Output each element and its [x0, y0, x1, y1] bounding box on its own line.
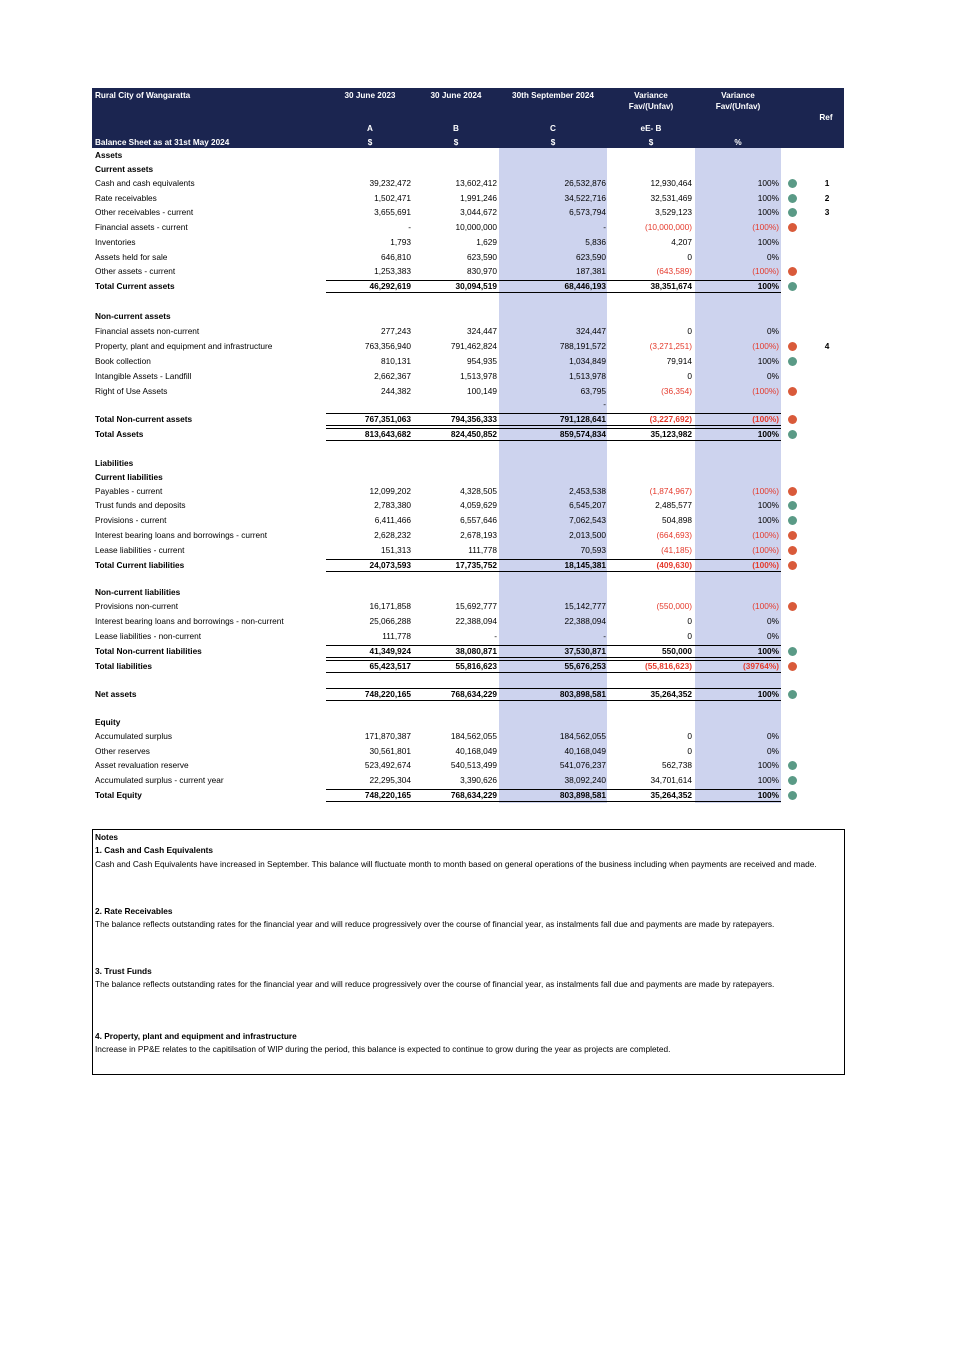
- row-label: Rate receivables: [95, 193, 157, 203]
- cell-pct: 100%: [757, 515, 779, 525]
- note-title: 3. Trust Funds: [95, 966, 152, 976]
- cell-c: 324,447: [576, 326, 606, 336]
- cell-b: 15,692,777: [455, 601, 497, 611]
- cell-pct: (100%): [752, 266, 779, 276]
- cell-pct: (100%): [752, 414, 779, 424]
- total-rule: [326, 645, 781, 646]
- cell-var: 0: [687, 252, 692, 262]
- total-rule: [326, 688, 781, 689]
- note-ref: 3: [824, 207, 830, 217]
- col-a-unit: $: [367, 138, 373, 147]
- cell-c: -: [603, 631, 606, 641]
- total-rule: [326, 700, 781, 701]
- cell-b: 824,450,852: [450, 429, 497, 439]
- row-label: Total Non-current assets: [95, 414, 193, 424]
- cell-b: 17,735,752: [455, 560, 497, 570]
- cell-b: 55,816,623: [455, 661, 497, 671]
- cell-pct: 0%: [767, 371, 779, 381]
- cell-pct: (100%): [752, 545, 779, 555]
- row-label: Intangible Assets - Landfill: [95, 371, 192, 381]
- cell-b: 1,991,246: [460, 193, 497, 203]
- cell-pct: 100%: [757, 790, 779, 800]
- cell-c: 623,590: [576, 252, 606, 262]
- col-b-letter: B: [453, 124, 459, 133]
- cell-c: 1,034,849: [569, 356, 606, 366]
- cell-pct: 100%: [757, 193, 779, 203]
- cell-c: 7,062,543: [569, 515, 606, 525]
- status-dot-green: [788, 516, 797, 525]
- status-dot-green: [788, 430, 797, 439]
- cell-var: 35,264,352: [650, 689, 692, 699]
- cell-b: 40,168,049: [455, 746, 497, 756]
- cell-c: -: [603, 222, 606, 232]
- row-label: Assets held for sale: [95, 252, 168, 262]
- cell-pct: 100%: [757, 500, 779, 510]
- row-label: Equity: [95, 717, 121, 727]
- cell-pct: (100%): [752, 560, 779, 570]
- cell-b: 623,590: [467, 252, 497, 262]
- col-c-unit: $: [550, 138, 556, 147]
- row-label: Payables - current: [95, 486, 163, 496]
- total-rule: [326, 559, 781, 560]
- cell-a: 763,356,940: [364, 341, 411, 351]
- cell-b: 768,634,229: [450, 790, 497, 800]
- cell-a: 1,253,383: [374, 266, 411, 276]
- cell-c: 2,013,500: [569, 530, 606, 540]
- row-label: Interest bearing loans and borrowings - current: [95, 530, 268, 540]
- row-label: Other assets - current: [95, 266, 176, 276]
- cell-var: 0: [687, 326, 692, 336]
- cell-var: (3,271,251): [649, 341, 692, 351]
- status-dot-red: [788, 531, 797, 540]
- col-var-unit: $: [648, 138, 654, 147]
- row-label: Financial assets non-current: [95, 326, 200, 336]
- row-label: Total Current assets: [95, 281, 175, 291]
- cell-pct: (100%): [752, 486, 779, 496]
- col-c-title: 30th September 2024: [512, 91, 594, 100]
- cell-var: (664,693): [656, 530, 692, 540]
- row-label: Accumulated surplus: [95, 731, 173, 741]
- cell-b: 324,447: [467, 326, 497, 336]
- status-dot-green: [788, 776, 797, 785]
- cell-var: 38,351,674: [650, 281, 692, 291]
- total-rule: [326, 571, 781, 572]
- cell-b: 22,388,094: [455, 616, 497, 626]
- cell-var: 12,930,464: [650, 178, 692, 188]
- row-label: Net assets: [95, 689, 137, 699]
- row-label: Non-current liabilities: [95, 587, 181, 597]
- row-label: Inventories: [95, 237, 136, 247]
- cell-b: 4,328,505: [460, 486, 497, 496]
- cell-b: 768,634,229: [450, 689, 497, 699]
- total-rule: [326, 280, 781, 281]
- cell-b: 540,513,499: [450, 760, 497, 770]
- row-label: Total Equity: [95, 790, 142, 800]
- col-var-title-2: Fav/(Unfav): [628, 102, 674, 111]
- row-label: Assets: [95, 150, 123, 160]
- cell-pct: 100%: [757, 689, 779, 699]
- row-label: Total Non-current liabilities: [95, 646, 202, 656]
- cell-a: 25,066,288: [369, 616, 411, 626]
- status-dot-red: [788, 415, 797, 424]
- cell-a: 748,220,165: [364, 689, 411, 699]
- cell-a: 646,810: [381, 252, 411, 262]
- cell-b: 4,059,629: [460, 500, 497, 510]
- total-rule: [326, 660, 781, 661]
- status-dot-red: [788, 546, 797, 555]
- col-pct-title-1: Variance: [721, 91, 755, 100]
- status-dot-red: [788, 267, 797, 276]
- row-label: Lease liabilities - current: [95, 545, 185, 555]
- cell-b: 30,094,519: [455, 281, 497, 291]
- cell-b: 184,562,055: [450, 731, 497, 741]
- row-label: Total Assets: [95, 429, 144, 439]
- cell-var: 34,701,614: [650, 775, 692, 785]
- cell-var: (10,000,000): [644, 222, 692, 232]
- cell-c: 788,191,572: [559, 341, 606, 351]
- cell-var: 4,207: [671, 237, 692, 247]
- cell-var: 35,264,352: [650, 790, 692, 800]
- row-label: Provisions - current: [95, 515, 167, 525]
- cell-b: -: [494, 631, 497, 641]
- cell-pct: 100%: [757, 646, 779, 656]
- total-rule: [326, 292, 781, 293]
- cell-a: 2,628,232: [374, 530, 411, 540]
- cell-a: 1,793: [390, 237, 411, 247]
- cell-var: 2,485,577: [655, 500, 692, 510]
- status-dot-green: [788, 179, 797, 188]
- row-label: Property, plant and equipment and infrastructure: [95, 341, 273, 351]
- status-dot-green: [788, 501, 797, 510]
- note-body: Increase in PP&E relates to the capitilsation of WIP during the period, this balance is expected to continue to grow during the year as projects are completed.: [95, 1044, 671, 1054]
- cell-var: 32,531,469: [650, 193, 692, 203]
- col-pct-unit: %: [734, 138, 742, 147]
- total-rule: [326, 440, 781, 441]
- cell-b: 38,080,871: [455, 646, 497, 656]
- total-rule: [326, 801, 781, 802]
- row-label: Current liabilities: [95, 472, 163, 482]
- cell-b: 10,000,000: [455, 222, 497, 232]
- cell-c: 22,388,094: [564, 616, 606, 626]
- total-rule: [326, 789, 781, 790]
- cell-c: 70,593: [580, 545, 606, 555]
- cell-pct: 100%: [757, 207, 779, 217]
- cell-b: 3,044,672: [460, 207, 497, 217]
- cell-pct: 0%: [767, 326, 779, 336]
- cell-pct: 0%: [767, 631, 779, 641]
- status-dot-green: [788, 208, 797, 217]
- cell-c: 5,836: [585, 237, 606, 247]
- cell-var: (409,630): [656, 560, 692, 570]
- note-body: The balance reflects outstanding rates for the financial year and will reduce progressively over the course of financial year, as instalments fall due and payments are made by ratepayers.: [95, 919, 775, 929]
- row-label: Trust funds and deposits: [95, 500, 186, 510]
- cell-var: 0: [687, 746, 692, 756]
- cell-b: 111,778: [468, 545, 497, 555]
- cell-a: 16,171,858: [369, 601, 411, 611]
- cell-var: 0: [687, 616, 692, 626]
- note-ref: 4: [824, 341, 830, 351]
- cell-a: 151,313: [381, 545, 411, 555]
- cell-pct: 100%: [757, 178, 779, 188]
- cell-c: -: [603, 399, 606, 409]
- cell-var: (643,589): [656, 266, 692, 276]
- total-rule: [326, 672, 781, 673]
- col-var-title-1: Variance: [634, 91, 668, 100]
- cell-pct: (100%): [752, 341, 779, 351]
- status-dot-green: [788, 690, 797, 699]
- row-label: Non-current assets: [95, 311, 171, 321]
- row-label: Accumulated surplus - current year: [95, 775, 224, 785]
- cell-c: 859,574,834: [559, 429, 606, 439]
- cell-b: 6,557,646: [460, 515, 497, 525]
- row-label: Right of Use Assets: [95, 386, 168, 396]
- entity-name: Rural City of Wangaratta: [95, 91, 191, 100]
- row-label: Provisions non-current: [95, 601, 179, 611]
- total-rule: [326, 425, 781, 426]
- cell-var: (3,227,692): [649, 414, 692, 424]
- cell-a: 748,220,165: [364, 790, 411, 800]
- status-dot-red: [788, 487, 797, 496]
- cell-b: 791,462,824: [450, 341, 497, 351]
- status-dot-red: [788, 342, 797, 351]
- row-label: Other reserves: [95, 746, 150, 756]
- cell-a: 12,099,202: [369, 486, 411, 496]
- col-var-letter: eE- B: [640, 124, 662, 133]
- cell-pct: (100%): [752, 222, 779, 232]
- cell-pct: (100%): [752, 601, 779, 611]
- cell-var: (36,354): [661, 386, 692, 396]
- cell-c: 184,562,055: [559, 731, 606, 741]
- cell-a: 46,292,619: [369, 281, 411, 291]
- ref-title: Ref: [819, 113, 833, 122]
- cell-var: 3,529,123: [655, 207, 692, 217]
- cell-a: 30,561,801: [369, 746, 411, 756]
- cell-a: 111,778: [382, 631, 411, 641]
- cell-pct: (100%): [752, 530, 779, 540]
- cell-c: 15,142,777: [564, 601, 606, 611]
- cell-pct: 0%: [767, 616, 779, 626]
- cell-a: 767,351,063: [364, 414, 411, 424]
- cell-b: 954,935: [467, 356, 497, 366]
- cell-b: 794,356,333: [450, 414, 497, 424]
- cell-var: (55,816,623): [644, 661, 692, 671]
- cell-a: 3,655,691: [374, 207, 411, 217]
- note-body: The balance reflects outstanding rates for the financial year and will reduce progressively over the course of financial year, as instalments fall due and payments are made by ratepayers.: [95, 979, 775, 989]
- cell-var: (1,874,967): [649, 486, 692, 496]
- cell-c: 26,532,876: [564, 178, 606, 188]
- cell-c: 6,573,794: [569, 207, 606, 217]
- cell-a: 2,662,367: [374, 371, 411, 381]
- cell-pct: 100%: [757, 237, 779, 247]
- cell-a: 6,411,466: [374, 515, 411, 525]
- cell-a: 2,783,380: [374, 500, 411, 510]
- note-title: 4. Property, plant and equipment and infrastructure: [95, 1031, 297, 1041]
- notes-heading: Notes: [95, 832, 119, 842]
- cell-pct: 0%: [767, 252, 779, 262]
- status-dot-red: [788, 387, 797, 396]
- note-body: Cash and Cash Equivalents have increased in September. This balance will fluctuate month to month based on general operations of the business including when payments are received and made.: [95, 859, 817, 869]
- row-label: Other receivables - current: [95, 207, 194, 217]
- cell-c: 1,513,978: [569, 371, 606, 381]
- cell-var: 79,914: [666, 356, 692, 366]
- cell-a: 65,423,517: [369, 661, 411, 671]
- cell-b: 1,629: [476, 237, 497, 247]
- status-dot-red: [788, 223, 797, 232]
- cell-c: 68,446,193: [564, 281, 606, 291]
- col-pct-title-2: Fav/(Unfav): [715, 102, 761, 111]
- cell-pct: 0%: [767, 746, 779, 756]
- cell-b: 13,602,412: [455, 178, 497, 188]
- status-dot-green: [788, 647, 797, 656]
- cell-a: 810,131: [381, 356, 411, 366]
- status-dot-red: [788, 561, 797, 570]
- cell-a: 39,232,472: [369, 178, 411, 188]
- cell-b: 830,970: [467, 266, 497, 276]
- total-rule: [326, 657, 781, 658]
- cell-b: 2,678,193: [460, 530, 497, 540]
- cell-a: 277,243: [381, 326, 411, 336]
- cell-c: 63,795: [580, 386, 606, 396]
- cell-a: 22,295,304: [369, 775, 411, 785]
- cell-var: 550,000: [662, 646, 692, 656]
- col-a-letter: A: [367, 124, 373, 133]
- cell-pct: (100%): [752, 386, 779, 396]
- row-label: Financial assets - current: [95, 222, 188, 232]
- status-dot-red: [788, 602, 797, 611]
- cell-b: 100,149: [467, 386, 497, 396]
- row-label: Book collection: [95, 356, 151, 366]
- status-dot-red: [788, 662, 797, 671]
- col-b-unit: $: [453, 138, 459, 147]
- cell-a: 171,870,387: [364, 731, 411, 741]
- cell-pct: 100%: [757, 775, 779, 785]
- note-title: 1. Cash and Cash Equivalents: [95, 845, 214, 855]
- cell-pct: 100%: [757, 356, 779, 366]
- row-label: Lease liabilities - non-current: [95, 631, 202, 641]
- cell-pct: 100%: [757, 760, 779, 770]
- cell-c: 38,092,240: [564, 775, 606, 785]
- cell-var: (41,185): [661, 545, 692, 555]
- status-dot-green: [788, 282, 797, 291]
- col-a-title: 30 June 2023: [344, 91, 396, 100]
- cell-c: 2,453,538: [569, 486, 606, 496]
- row-label: Total liabilities: [95, 661, 153, 671]
- status-dot-green: [788, 357, 797, 366]
- cell-c: 803,898,581: [559, 689, 606, 699]
- cell-c: 803,898,581: [559, 790, 606, 800]
- cell-var: 562,738: [662, 760, 692, 770]
- cell-c: 18,145,381: [564, 560, 606, 570]
- cell-a: -: [408, 222, 411, 232]
- cell-pct: (39764%): [743, 661, 779, 671]
- cell-b: 1,513,978: [460, 371, 497, 381]
- cell-var: 0: [687, 731, 692, 741]
- note-ref: 2: [824, 193, 830, 203]
- cell-c: 541,076,237: [559, 760, 606, 770]
- cell-var: 35,123,982: [650, 429, 692, 439]
- cell-c: 6,545,207: [569, 500, 606, 510]
- row-label: Liabilities: [95, 458, 134, 468]
- cell-var: 0: [687, 631, 692, 641]
- cell-a: 244,382: [381, 386, 411, 396]
- cell-var: 0: [687, 371, 692, 381]
- cell-var: (550,000): [656, 601, 692, 611]
- cell-c: 34,522,716: [564, 193, 606, 203]
- total-rule: [326, 428, 781, 429]
- note-ref: 1: [824, 178, 830, 188]
- row-label: Current assets: [95, 164, 154, 174]
- cell-pct: 100%: [757, 281, 779, 291]
- cell-c: 187,381: [576, 266, 606, 276]
- status-dot-green: [788, 791, 797, 800]
- row-label: Interest bearing loans and borrowings - non-current: [95, 616, 284, 626]
- cell-a: 523,492,674: [364, 760, 411, 770]
- cell-c: 55,676,253: [564, 661, 606, 671]
- cell-c: 40,168,049: [564, 746, 606, 756]
- row-label: Cash and cash equivalents: [95, 178, 195, 188]
- cell-a: 813,643,682: [364, 429, 411, 439]
- col-c-letter: C: [550, 124, 556, 133]
- cell-a: 1,502,471: [374, 193, 411, 203]
- status-dot-green: [788, 761, 797, 770]
- status-dot-green: [788, 194, 797, 203]
- cell-pct: 0%: [767, 731, 779, 741]
- cell-pct: 100%: [757, 429, 779, 439]
- col-b-title: 30 June 2024: [430, 91, 482, 100]
- cell-a: 41,349,924: [369, 646, 411, 656]
- note-title: 2. Rate Receivables: [95, 906, 173, 916]
- cell-c: 791,128,641: [559, 414, 606, 424]
- row-label: Asset revaluation reserve: [95, 760, 189, 770]
- cell-c: 37,530,871: [564, 646, 606, 656]
- cell-var: 504,898: [662, 515, 692, 525]
- row-label: Total Current liabilities: [95, 560, 185, 570]
- total-rule: [326, 413, 781, 414]
- cell-a: 24,073,593: [369, 560, 411, 570]
- cell-b: 3,390,626: [460, 775, 497, 785]
- sheet-subtitle: Balance Sheet as at 31st May 2024: [95, 138, 230, 147]
